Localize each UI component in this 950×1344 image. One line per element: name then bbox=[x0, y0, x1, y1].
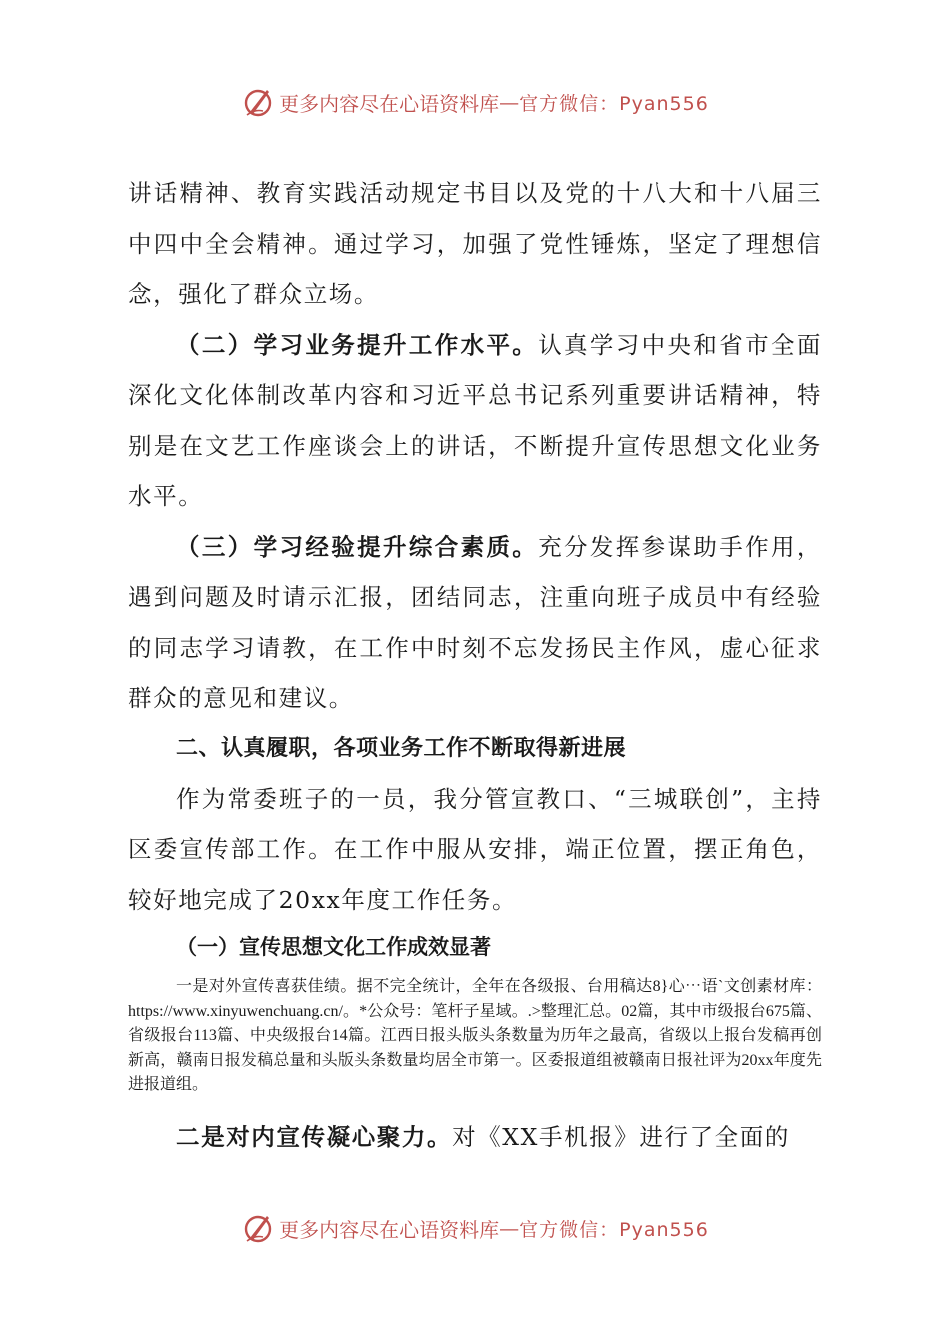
quill-circle-logo-icon bbox=[241, 1211, 275, 1245]
header-banner bbox=[0, 80, 950, 124]
document-body bbox=[128, 168, 822, 1162]
banner-separator: — bbox=[499, 1216, 520, 1240]
small-paragraph-wrapper bbox=[128, 969, 822, 1112]
paragraph-internal-publicity bbox=[128, 1112, 822, 1163]
paragraph-external-publicity: 一是对外宣传喜获佳绩。据不完全统计，全年在各级报、台用稿达8}心⋯语`文创素材库：https://www.xinyuwenchuang.cn/。*公众号：笔杆子星域。.>整理汇总。02篇，其中市级报台675篇、省级报台113篇、中央级报台14篇。江西日报头版头条数量为历年之最高，省级以上报台发稿再创新高，赣南日报发稿总量和头版头条数量均居全市第一。区委报道组被赣南日报社评为20xx年度先进报道组。 bbox=[128, 978, 822, 1093]
paragraph-study-spirit: 讲话精神、教育实践活动规定书目以及党的十八大和十八届三中四中全会精神。通过学习，加强了党性锤炼，坚定了理想信念，强化了群众立场。 bbox=[128, 179, 822, 308]
section-heading-2: 二、认真履职，各项业务工作不断取得新进展 bbox=[176, 735, 627, 761]
paragraph-experience-study bbox=[128, 522, 822, 724]
paragraph-business-study bbox=[128, 320, 822, 522]
paragraph-text: 充分发挥参谋助手作用，遇到问题及时请示汇报，团结同志，注重向班子成员中有经验的同志学习请教，在工作中时刻不忘发扬民主作风，虚心征求群众的意见和建议。 bbox=[128, 532, 822, 712]
subheading-propaganda: （一）宣传思想文化工作成效显著 bbox=[176, 935, 491, 959]
paragraph-lead: （二）学习业务提升工作水平。 bbox=[176, 330, 539, 359]
banner-separator: — bbox=[499, 90, 520, 114]
banner-wechat-text: 官方微信：Pyan556 bbox=[519, 92, 709, 115]
paragraph-text: 认真学习中央和省市全面深化文化体制改革内容和习近平总书记系列重要讲话精神，特别是在文艺工作座谈会上的讲话，不断提升宣传思想文化业务水平。 bbox=[128, 330, 822, 510]
paragraph-text: 对《XX手机报》进行了全面的 bbox=[452, 1122, 790, 1151]
banner-wechat-text: 官方微信：Pyan556 bbox=[519, 1218, 709, 1241]
paragraph-duties: 作为常委班子的一员，我分管宣教口、“三城联创”，主持区委宣传部工作。在工作中服从安排，端正位置，摆正角色，较好地完成了20xx年度工作任务。 bbox=[128, 784, 822, 914]
quill-circle-logo-icon bbox=[241, 85, 275, 119]
footer-banner bbox=[0, 1206, 950, 1250]
banner-main-text: 更多内容尽在心语资料库 bbox=[279, 1217, 500, 1242]
banner-main-text: 更多内容尽在心语资料库 bbox=[279, 91, 500, 116]
paragraph-lead: （三）学习经验提升综合素质。 bbox=[176, 532, 539, 561]
paragraph-lead: 二是对内宣传凝心聚力。 bbox=[176, 1122, 453, 1151]
